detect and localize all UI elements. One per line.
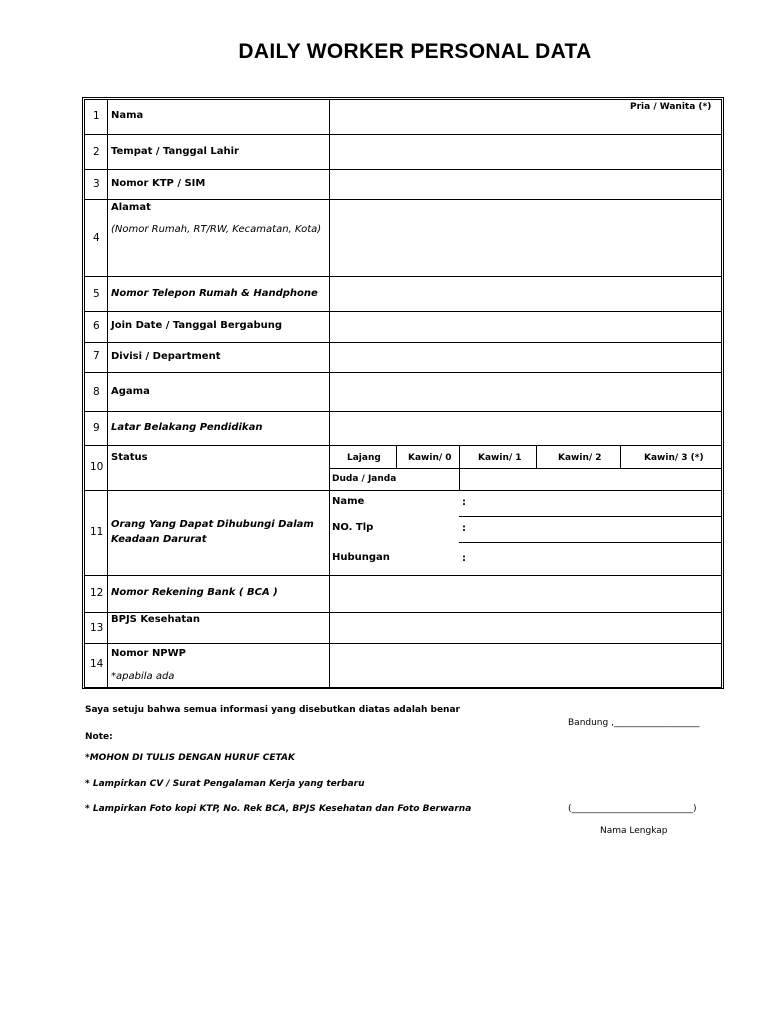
row-number: 5 <box>93 288 100 300</box>
field-label-birth: Tempat / Tanggal Lahir <box>111 146 239 157</box>
field-label-bpjs: BPJS Kesehatan <box>111 614 200 625</box>
table-row-divider <box>84 276 722 277</box>
signature-name-label: Nama Lengkap <box>600 826 668 836</box>
agreement-statement: Saya setuju bahwa semua informasi yang disebutkan diatas adalah benar <box>85 705 460 715</box>
row-number: 4 <box>93 232 100 244</box>
table-row-divider <box>84 612 722 613</box>
table-row-divider <box>84 169 722 170</box>
field-label-emergency-contact: Orang Yang Dapat Dihubungi Dalam <box>111 519 314 530</box>
table-border-line <box>84 99 85 688</box>
table-border-line <box>84 687 722 688</box>
field-label-religion: Agama <box>111 386 150 397</box>
field-label-npwp: Nomor NPWP <box>111 648 186 659</box>
row-number: 7 <box>93 350 100 362</box>
field-hint-address: (Nomor Rumah, RT/RW, Kecamatan, Kota) <box>111 224 322 235</box>
page-title: DAILY WORKER PERSONAL DATA <box>238 40 592 63</box>
row-number: 12 <box>90 587 104 599</box>
table-row-divider <box>84 342 722 343</box>
field-label-id-number: Nomor KTP / SIM <box>111 178 206 189</box>
row-number: 2 <box>93 146 100 158</box>
row-number: 14 <box>90 658 104 670</box>
status-option-married-2: Kawin/ 2 <box>558 453 602 463</box>
signature-line: (___________________________) <box>568 804 697 814</box>
row-number: 13 <box>90 622 104 634</box>
status-row-divider <box>329 468 722 469</box>
field-label-emergency-contact-2: Keadaan Darurat <box>111 534 207 545</box>
note-attach-documents: * Lampirkan Foto kopi KTP, No. Rek BCA, BPJS Kesehatan dan Foto Berwarna <box>85 804 472 814</box>
table-row-divider <box>84 643 722 644</box>
field-label-join-date: Join Date / Tanggal Bergabung <box>111 320 283 331</box>
row-number: 9 <box>93 422 100 434</box>
status-option-married-0: Kawin/ 0 <box>408 453 452 463</box>
table-row-divider <box>84 575 722 576</box>
row-number: 3 <box>93 178 100 190</box>
status-option-single: Lajang <box>347 453 381 463</box>
field-label-nama: Nama <box>111 110 144 121</box>
note-label: Note: <box>85 732 113 742</box>
row-number: 6 <box>93 320 100 332</box>
note-print-instruction: *MOHON DI TULIS DENGAN HURUF CETAK <box>85 753 295 763</box>
emergency-phone-colon: : <box>462 523 466 534</box>
emergency-relation-label: Hubungan <box>332 552 390 563</box>
emergency-relation-colon: : <box>462 553 466 564</box>
field-hint-npwp: *apabila ada <box>111 671 175 682</box>
table-row-divider <box>84 490 722 491</box>
row-number: 1 <box>93 110 100 122</box>
status-col-divider <box>396 445 397 468</box>
field-label-address: Alamat <box>111 202 151 213</box>
emergency-name-colon: : <box>462 497 466 508</box>
emergency-phone-label: NO. Tlp <box>332 522 374 533</box>
status-col-divider <box>620 445 621 468</box>
status-col-divider <box>459 445 460 491</box>
emergency-row-divider <box>459 516 722 517</box>
status-option-married-1: Kawin/ 1 <box>478 453 522 463</box>
table-column-divider <box>329 99 330 688</box>
field-label-education: Latar Belakang Pendidikan <box>111 422 263 433</box>
field-label-division: Divisi / Department <box>111 351 221 362</box>
status-col-divider <box>536 445 537 468</box>
status-option-widowed: Duda / Janda <box>332 474 397 484</box>
table-column-divider <box>107 99 108 688</box>
table-border-line <box>721 99 722 688</box>
note-attach-cv: * Lampirkan CV / Surat Pengalaman Kerja yang terbaru <box>85 779 365 789</box>
table-row-divider <box>84 134 722 135</box>
row-number: 8 <box>93 386 100 398</box>
gender-option-note: Pria / Wanita (*) <box>630 102 712 112</box>
field-label-bank-account: Nomor Rekening Bank ( BCA ) <box>111 587 278 598</box>
table-row-divider <box>84 411 722 412</box>
status-option-married-3: Kawin/ 3 (*) <box>644 453 704 463</box>
row-number: 11 <box>90 526 104 538</box>
emergency-name-label: Name <box>332 496 365 507</box>
table-row-divider <box>84 311 722 312</box>
field-label-phone: Nomor Telepon Rumah & Handphone <box>111 288 318 299</box>
place-date-line: Bandung ,___________________ <box>568 718 700 728</box>
table-row-divider <box>84 199 722 200</box>
table-border-line <box>84 99 722 100</box>
field-label-status: Status <box>111 452 148 463</box>
row-number: 10 <box>90 461 104 473</box>
emergency-row-divider <box>459 542 722 543</box>
table-row-divider <box>84 445 722 446</box>
table-row-divider <box>84 372 722 373</box>
